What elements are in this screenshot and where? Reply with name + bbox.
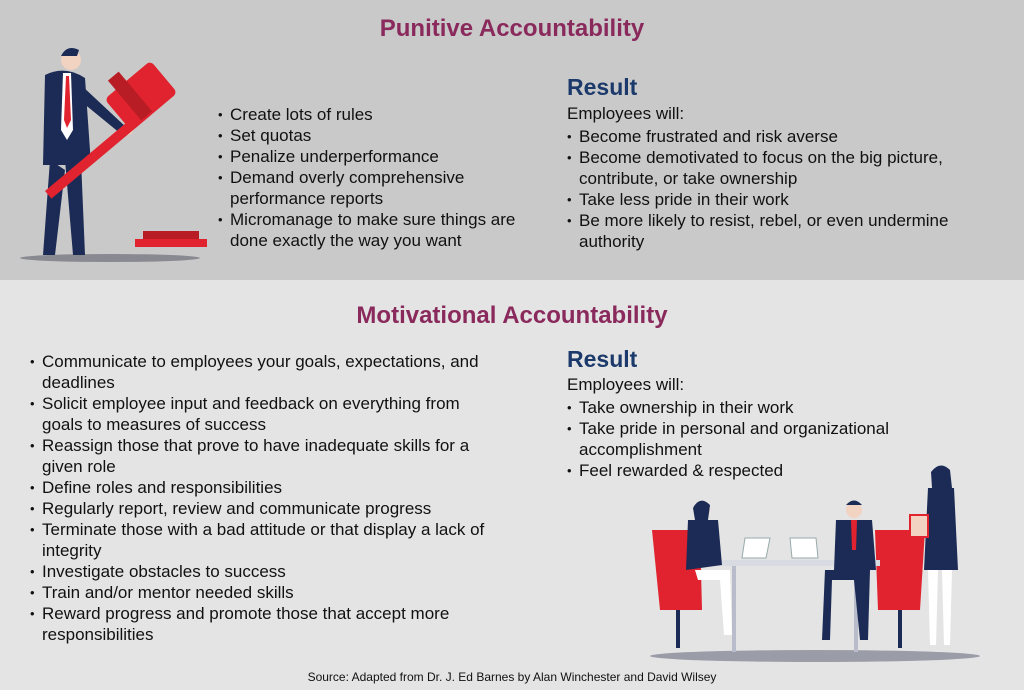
list-item: • Take pride in personal and organizational accomplishment: [567, 418, 967, 460]
list-item: • Take ownership in their work: [567, 397, 967, 418]
list-item: • Penalize underperformance: [218, 146, 538, 167]
list-item: • Investigate obstacles to success: [30, 561, 505, 582]
businessman-with-gavel-illustration: [15, 40, 245, 265]
list-item: • Reward progress and promote those that accept more responsibilities: [30, 603, 505, 645]
source-caption: Source: Adapted from Dr. J. Ed Barnes by Alan Winchester and David Wilsey: [307, 670, 717, 684]
list-item: • Regularly report, review and communicate progress: [30, 498, 505, 519]
punitive-actions-list: [218, 104, 538, 251]
punitive-results-list: [567, 126, 1007, 252]
list-item: • Take less pride in their work: [567, 189, 1007, 210]
list-item: • Micromanage to make sure things are done exactly the way you want: [218, 209, 538, 251]
list-item: • Be more likely to resist, rebel, or even undermine authority: [567, 210, 1007, 252]
list-item: • Define roles and responsibilities: [30, 477, 505, 498]
motivational-actions-list: [30, 351, 505, 645]
list-item: • Create lots of rules: [218, 104, 538, 125]
list-item: • Set quotas: [218, 125, 538, 146]
list-item: • Solicit employee input and feedback on everything from goals to measures of success: [30, 393, 505, 435]
list-item: • Train and/or mentor needed skills: [30, 582, 505, 603]
motivational-title: Motivational Accountability: [356, 302, 668, 329]
motivational-result-lead: Employees will:: [567, 375, 685, 394]
list-item: • Terminate those with a bad attitude or that display a lack of integrity: [30, 519, 505, 561]
list-item: • Reassign those that prove to have inadequate skills for a given role: [30, 435, 505, 477]
team-meeting-illustration: [640, 460, 1000, 665]
motivational-result-heading: Result: [567, 346, 638, 372]
punitive-result-heading: Result: [567, 74, 638, 100]
punitive-result-lead: Employees will:: [567, 104, 685, 123]
list-item: • Become frustrated and risk averse: [567, 126, 1007, 147]
list-item: • Demand overly comprehensive performance reports: [218, 167, 538, 209]
list-item: • Communicate to employees your goals, expectations, and deadlines: [30, 351, 505, 393]
list-item: • Become demotivated to focus on the big picture, contribute, or take ownership: [567, 147, 1007, 189]
list-item: • Feel rewarded & respected: [567, 460, 967, 481]
punitive-title: Punitive Accountability: [379, 15, 645, 42]
